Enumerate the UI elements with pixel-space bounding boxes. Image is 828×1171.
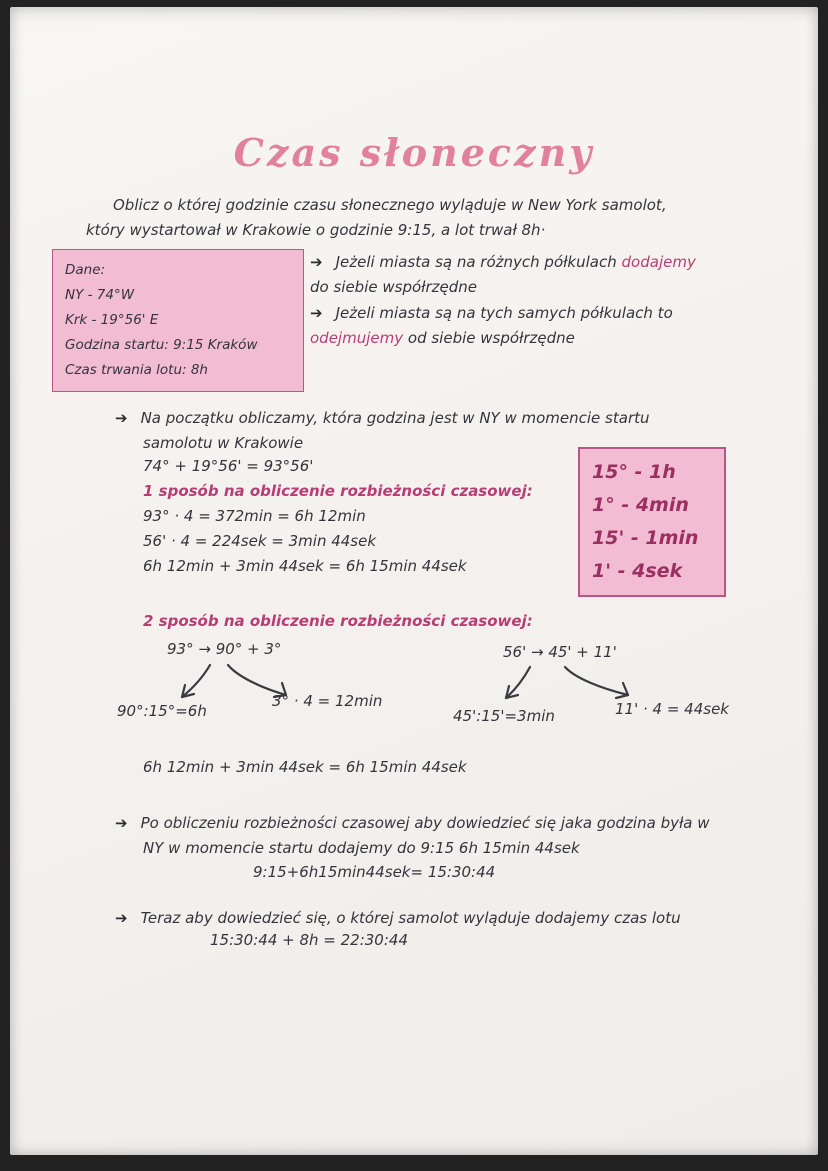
degrees-split-expression: 93° → 90° + 3°: [167, 640, 282, 658]
degrees-left-result: 90°:15°=6h: [117, 702, 207, 720]
split-arrow-left-icon: [506, 667, 530, 698]
split-arrow-right-icon: [228, 665, 286, 695]
split-arrow-right-icon: [565, 667, 628, 695]
arrow-bullet-icon: ➔: [310, 253, 323, 271]
arrow-bullet-icon: ➔: [115, 409, 128, 427]
step1-intro: [115, 406, 650, 456]
arrow-bullet-icon: ➔: [115, 814, 128, 832]
arrow-bullet-icon: ➔: [115, 909, 128, 927]
rule-same-hemispheres: [310, 301, 673, 351]
minutes-right-result: 11' · 4 = 44sek: [615, 700, 729, 718]
degrees-right-result: 3° · 4 = 12min: [272, 692, 383, 710]
step4-line1: Teraz aby dowiedzieć się, o której samolot wyląduje dodajemy czas lotu: [140, 909, 681, 927]
rule-different-hemispheres: [310, 250, 696, 300]
method1-calc-minutes: 56' · 4 = 224sek = 3min 44sek: [143, 532, 377, 550]
given-data-box: [52, 249, 304, 392]
step3-line1: Po obliczeniu rozbieżności czasowej aby dowiedzieć się jaka godzina była w: [140, 814, 710, 832]
step1-intro-line1: Na początku obliczamy, która godzina jest w NY w momencie startu: [140, 409, 650, 427]
dane-ny: NY - 74°W: [65, 287, 135, 303]
step4-result: 15:30:44 + 8h = 22:30:44: [210, 931, 408, 949]
arrow-bullet-icon: ➔: [310, 304, 323, 322]
rule2-continuation: od siebie współrzędne: [407, 329, 575, 347]
step3-result: 9:15+6h15min44sek= 15:30:44: [253, 863, 496, 881]
dane-label: Dane:: [65, 262, 106, 278]
problem-statement-line1: Oblicz o której godzinie czasu słonecznego wyląduje w New York samolot,: [113, 196, 667, 214]
conversion-row-15deg: 15° - 1h: [592, 461, 676, 483]
longitude-sum: 74° + 19°56' = 93°56': [143, 457, 314, 475]
step3-explanation: [115, 811, 710, 861]
step3-line2: NY w momencie startu dodajemy do 9:15 6h 15min 44sek: [143, 839, 580, 857]
method1-calc-total: 6h 12min + 3min 44sek = 6h 15min 44sek: [143, 557, 467, 575]
method2-heading: 2 sposób na obliczenie rozbieżności czasowej:: [143, 612, 533, 630]
problem-statement-line2: który wystartował w Krakowie o godzinie 9:15, a lot trwał 8h·: [86, 221, 546, 239]
split-arrow-left-icon: [182, 665, 210, 697]
rule2-text: Jeżeli miasta są na tych samych półkulach to: [335, 304, 673, 322]
method1-calc-degrees: 93° · 4 = 372min = 6h 12min: [143, 507, 366, 525]
rule1-text: Jeżeli miasta są na różnych półkulach: [335, 253, 617, 271]
step4-explanation: [115, 906, 681, 931]
rule2-keyword: odejmujemy: [310, 329, 404, 347]
conversion-row-15min: 15' - 1min: [592, 527, 699, 549]
conversion-row-1min: 1' - 4sek: [592, 560, 683, 582]
dane-krk: Krk - 19°56' E: [65, 312, 159, 328]
method2-total: 6h 12min + 3min 44sek = 6h 15min 44sek: [143, 758, 467, 776]
minutes-split-expression: 56' → 45' + 11': [503, 643, 617, 661]
dane-start-time: Godzina startu: 9:15 Kraków: [65, 337, 258, 353]
method1-heading: 1 sposób na obliczenie rozbieżności czasowej:: [143, 482, 533, 500]
rule1-keyword: dodajemy: [621, 253, 696, 271]
dane-flight-duration: Czas trwania lotu: 8h: [65, 362, 208, 378]
page-title: Czas słoneczny: [233, 130, 595, 175]
minutes-left-result: 45':15'=3min: [453, 707, 555, 725]
conversion-table-box: [578, 447, 726, 597]
rule1-continuation: do siebie współrzędne: [310, 278, 477, 296]
step1-intro-line2: samolotu w Krakowie: [143, 434, 304, 452]
conversion-row-1deg: 1° - 4min: [592, 494, 689, 516]
